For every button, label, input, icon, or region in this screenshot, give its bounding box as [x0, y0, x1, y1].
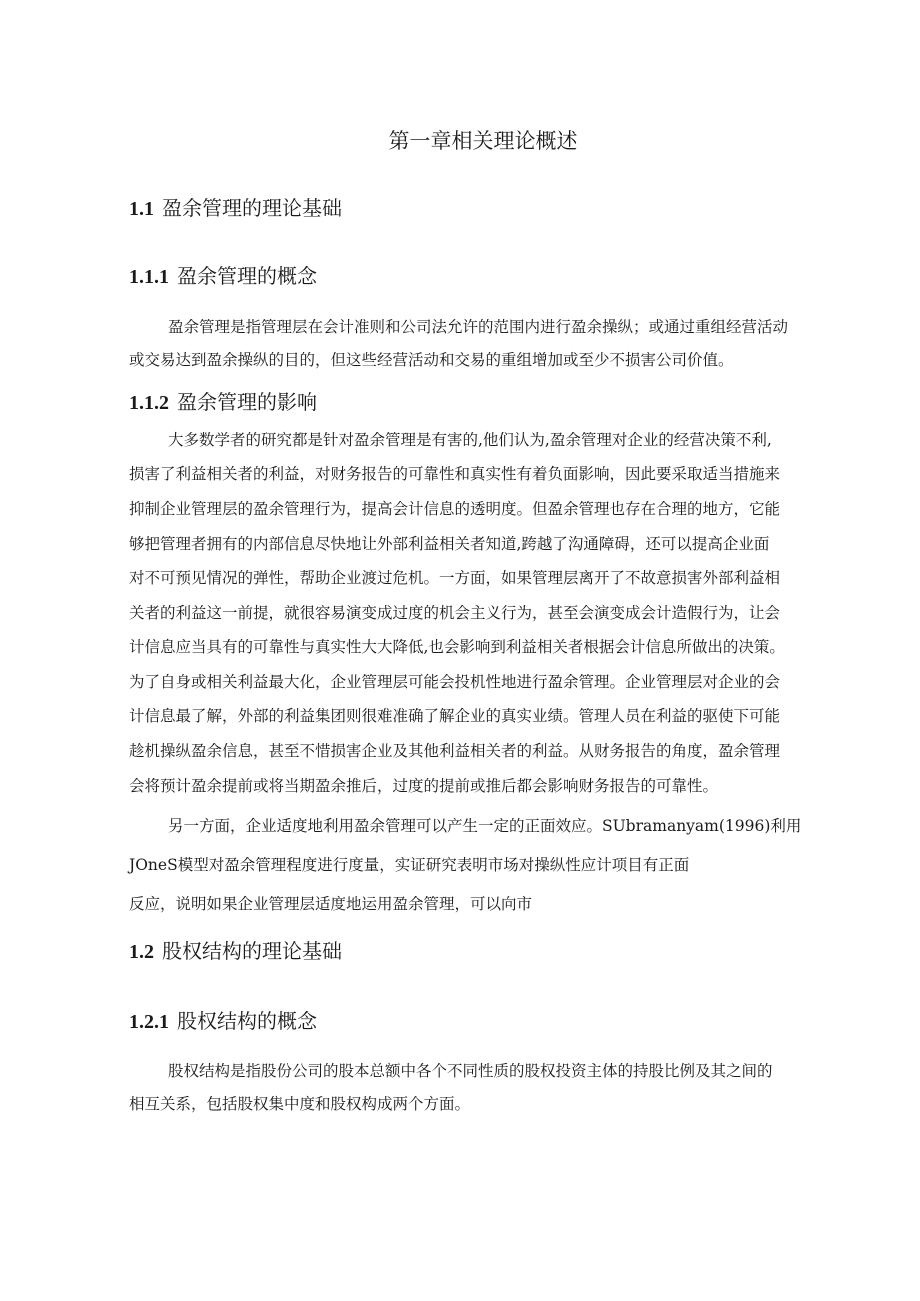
paragraph-line: 计信息最了解，外部的利益集团则很难准确了解企业的真实业绩。管理人员在利益的驱使下可能	[129, 707, 781, 725]
paragraph-line: 关者的利益这一前提，就很容易演变成过度的机会主义行为，甚至会演变成会计造假行为，让会	[129, 604, 781, 622]
paragraph-line: 为了自身或相关利益最大化，企业管理层可能会投机性地进行盈余管理。企业管理层对企业的会	[129, 673, 781, 691]
paragraph-line: 盈余管理是指管理层在会计准则和公司法允许的范围内进行盈余操纵；或通过重组经营活动	[168, 318, 789, 336]
section-title: 盈余管理的概念	[177, 264, 317, 288]
section-title: 盈余管理的影响	[177, 390, 317, 414]
section-number: 1.1.1	[129, 266, 169, 288]
section-heading-1-2-1	[129, 1007, 317, 1036]
paragraph-line: 够把管理者拥有的内部信息尽快地让外部利益相关者知道,跨越了沟通障碍，还可以提高企业面	[129, 535, 770, 553]
section-heading-1-1-1	[129, 262, 317, 291]
section-number: 1.2.1	[129, 1011, 169, 1033]
paragraph-line: 相互关系，包括股权集中度和股权构成两个方面。	[129, 1095, 471, 1113]
paragraph-line: 趁机操纵盈余信息，甚至不惜损害企业及其他利益相关者的利益。从财务报告的角度，盈余管理	[129, 742, 781, 760]
paragraph-line: 抑制企业管理层的盈余管理行为，提高会计信息的透明度。但盈余管理也存在合理的地方，它能	[129, 500, 781, 518]
paragraph-line: 损害了利益相关者的利益，对财务报告的可靠性和真实性有着负面影响，因此要采取适当措施来	[129, 465, 781, 483]
section-heading-1-2	[129, 937, 342, 966]
section-title: 盈余管理的理论基础	[162, 196, 342, 220]
section-title: 股权结构的理论基础	[162, 939, 342, 963]
paragraph-line: 另一方面，企业适度地利用盈余管理可以产生一定的正面效应。SUbramanyam(1996)利用	[168, 817, 802, 835]
section-title: 股权结构的概念	[177, 1009, 317, 1033]
paragraph-line: 股权结构是指股份公司的股本总额中各个不同性质的股权投资主体的持股比例及其之间的	[168, 1062, 773, 1080]
paragraph-line: 或交易达到盈余操纵的目的，但这些经营活动和交易的重组增加或至少不损害公司价值。	[129, 351, 734, 369]
paragraph-line: 计信息应当具有的可靠性与真实性大大降低,也会影响到利益相关者根据会计信息所做出的决策。	[129, 638, 785, 656]
chapter-title: 第一章相关理论概述	[388, 129, 578, 153]
paragraph-line: 反应，说明如果企业管理层适度地运用盈余管理，可以向市	[129, 895, 533, 913]
section-heading-1-1-2	[129, 388, 317, 417]
paragraph-line: 大多数学者的研究都是针对盈余管理是有害的,他们认为,盈余管理对企业的经营决策不利,	[168, 431, 772, 449]
section-number: 1.1	[129, 198, 154, 220]
section-number: 1.1.2	[129, 392, 169, 414]
section-number: 1.2	[129, 941, 154, 963]
section-heading-1-1	[129, 194, 342, 223]
paragraph-line: 会将预计盈余提前或将当期盈余推后，过度的提前或推后都会影响财务报告的可靠性。	[129, 777, 719, 795]
paragraph-line: 对不可预见情况的弹性，帮助企业渡过危机。一方面，如果管理层离开了不故意损害外部利益相	[129, 569, 781, 587]
paragraph-line: JOneS模型对盈余管理程度进行度量，实证研究表明市场对操纵性应计项目有正面	[129, 856, 690, 874]
